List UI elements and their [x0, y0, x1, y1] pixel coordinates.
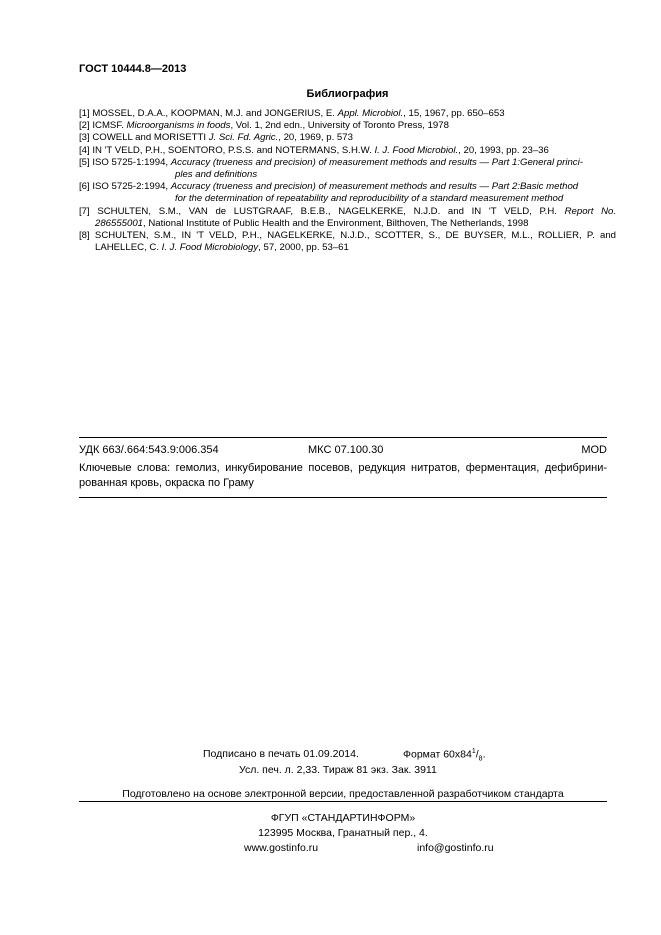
- document-code: ГОСТ 10444.8—2013: [79, 63, 187, 75]
- bibliography-list: [79, 108, 616, 254]
- bibliography-title: Библиография: [306, 88, 389, 100]
- keywords: Ключевые слова: гемолиз, инкубирование посевов, редукция нитратов, ферментация, дефибрини-рованная кровь, окраска по Граму: [79, 462, 607, 489]
- bib-ref-3: [3] COWELL and MORISETTI J. Sci. Fd. Agric., 20, 1969, p. 573: [79, 132, 353, 144]
- bib-ref-4: [4] IN 'T VELD, P.H., SOENTORO, P.S.S. and NOTERMANS, S.H.W. I. J. Food Microbiol., 20, 1993, pp. 23–36: [79, 144, 549, 156]
- publisher-address: 123995 Москва, Гранатный пер., 4.: [258, 827, 428, 839]
- publisher: ФГУП «СТАНДАРТИНФОРМ»: [270, 812, 416, 824]
- bib-ref-7: [7] SCHULTEN, S.M., VAN de LUSTGRAAF, B.E.B., NAGELKERKE, N.J.D. and IN 'T VELD, P.H. Report No. 286555001, National Institute of Public Health and the Environment, Bilthoven, The Netherlands, 1998: [79, 205, 616, 229]
- top-divider: [79, 437, 607, 438]
- bib-ref-5: [5] ISO 5725-1:1994, Accuracy (trueness and precision) of measurement methods and results — Part 1:General princi- ples and definitions: [79, 156, 583, 181]
- imprint-divider: [79, 801, 607, 802]
- udk-code: УДК 663/.664:543.9:006.354: [79, 444, 219, 456]
- bib-ref-2: [2] ICMSF. Microorganisms in foods, Vol. 1, 2nd edn., University of Toronto Press, 1978: [79, 120, 449, 132]
- bib-ref-8: [8] SCHULTEN, S.M., IN 'T VELD, P.H., NAGELKERKE, N.J.D., SCOTTER, S., DE BUYSER, M.L., ROLLIER, P. and LAHELLEC, C. I. J. Food Microbiology, 57, 2000, pp. 53–61: [79, 230, 617, 254]
- website-link[interactable]: www.gostinfo.ru: [244, 842, 319, 854]
- keywords-divider: [79, 497, 607, 498]
- bib-ref-1: [1] MOSSEL, D.A.A., KOOPMAN, M.J. and JONGERIUS, E. Appl. Microbiol., 15, 1967, pp. 650–653: [79, 108, 505, 119]
- mod-label: MOD: [581, 444, 607, 456]
- prepared-note: Подготовлено на основе электронной версии, предоставленной разработчиком стандарта: [122, 788, 564, 800]
- mks-code: МКС 07.100.30: [308, 444, 384, 456]
- email-link[interactable]: info@gostinfo.ru: [417, 842, 494, 854]
- bib-ref-6: [6] ISO 5725-2:1994, Accuracy (trueness and precision) of measurement methods and results — Part 2:Basic method for the determination of repeatability and reproducibility of a standard measurement method: [79, 181, 579, 205]
- format-label: Формат $60x84^1/_8$.: [403, 748, 486, 763]
